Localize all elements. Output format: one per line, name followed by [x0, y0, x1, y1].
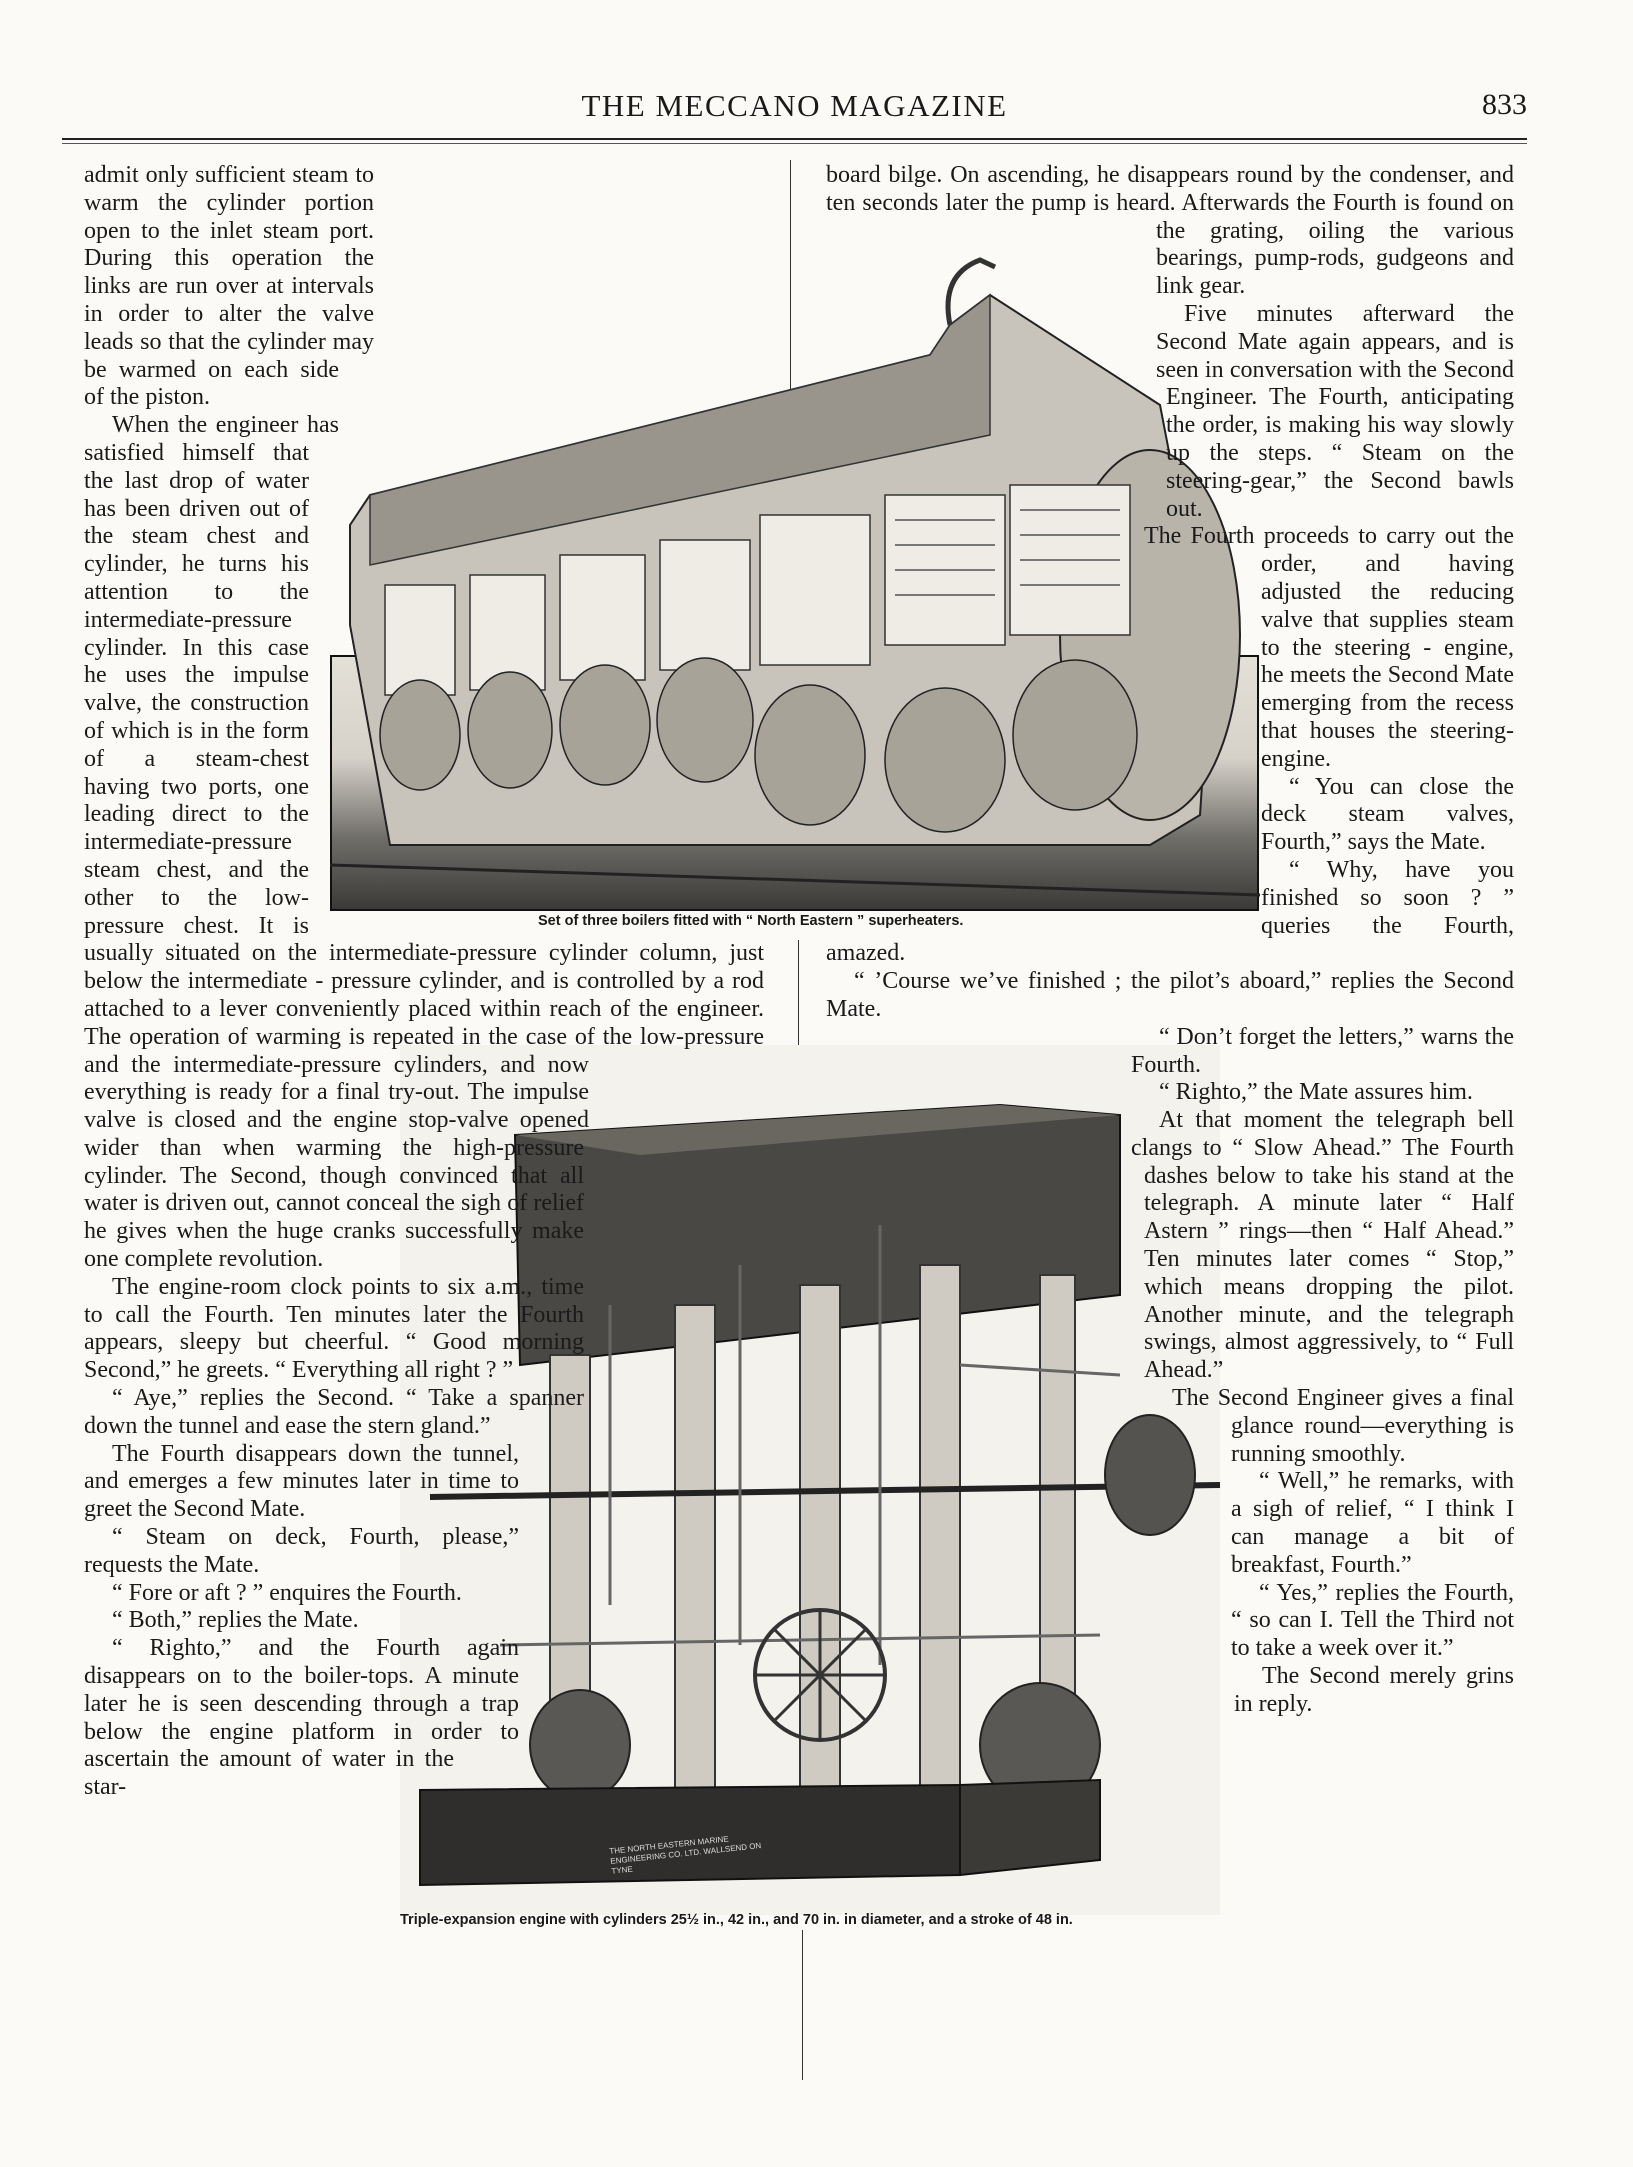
page-header	[62, 88, 1527, 128]
right-para-3: The Fourth proceeds to carry out the order, and having adjusted the reducing valve that supplies steam to the steering - engine, he meets the Second Mate emerging from the recess that houses the steering-engine.	[1144, 523, 1514, 772]
column-divider-bottom	[802, 1930, 803, 2080]
left-para-8: “ Both,” replies the Mate.	[112, 1607, 359, 1634]
right-para-11: “ Well,” he remarks, with a sigh of relief, “ I think I can manage a bit of breakfast, Fourth.”	[1231, 1468, 1514, 1578]
left-column	[84, 162, 764, 2082]
right-para-2: Five minutes afterward the Second Mate again appears, and is seen in conversation with the Second Engineer. The Fourth, anticipating the order, is making his way slowly up the steps. “ Steam on the steering-gear,” the Second bawls out.	[1156, 300, 1514, 522]
right-para-5: “ Why, have you finished so soon ? ” queries the Fourth, amazed.	[826, 856, 1514, 967]
right-para-1: board bilge. On ascending, he disappears round by the condenser, and ten seconds later the pump is heard. Afterwards the Fourth is found on the grating, oiling the various bearings, pump-rods, gudgeons and link gear.	[826, 162, 1514, 300]
left-para-2: When the engineer has satisfied himself that the last drop of water has been driven out of the steam chest and cylinder, he turns his attention to the intermediate-pressure cylinder. In this case he uses the impulse valve, the construction of which is in the form of a steam-chest having two ports, one leading direct to the intermediate-pressure steam chest, and the other to the low-pressure chest. It is usually situated on the intermediate-pressure cylinder column, just below the intermediate - pressure cylinder, and is controlled by a rod attached to a lever conveniently placed within reach of the engineer. The operation of warming is repeated in the case of the low-pressure and the intermediate-pressure cylinders, and now everything is ready for a final try-out. The impulse valve is closed and the engine stop-valve opened wider than when warming the high-pressure cylinder. The Second, though convinced that all water is driven out, cannot conceal the sigh of relief he gives when the huge cranks successfully make one complete revolution.	[84, 412, 764, 1273]
left-para-5: The Fourth disappears down the tunnel, and emerges a few minutes later in time to greet the Second Mate.	[84, 1440, 519, 1523]
magazine-title: THE MECCANO MAGAZINE	[581, 88, 1008, 123]
header-rule-thin	[62, 143, 1527, 144]
column-divider-middle	[798, 940, 799, 1050]
right-para-12: “ Yes,” replies the Fourth, “ so can I. Tell the Third not to take a week over it.”	[1231, 1579, 1514, 1662]
right-para-4: “ You can close the deck steam valves, Fourth,” says the Mate.	[1261, 773, 1514, 856]
left-para-6: “ Steam on deck, Fourth, please,” requests the Mate.	[84, 1524, 519, 1578]
left-para-7: “ Fore or aft ? ” enquires the Fourth.	[112, 1579, 462, 1606]
left-para-1: admit only sufficient steam to warm the cylinder portion open to the inlet steam port. During this operation the links are run over at intervals in order to alter the valve leads so that the cylinder may be warmed on each side of the piston.	[84, 162, 374, 411]
left-para-4: “ Aye,” replies the Second. “ Take a spanner down the tunnel and ease the stern gland.”	[84, 1385, 584, 1439]
engine-nameplate: THE NORTH EASTERN MARINE ENGINEERING CO. LTD. WALLSEND ON TYNE	[608, 1834, 762, 1876]
right-para-7: “ Don’t forget the letters,” warns the Fourth.	[1131, 1023, 1514, 1078]
right-column	[826, 162, 1514, 2082]
right-para-8: “ Righto,” the Mate assures him.	[1159, 1079, 1473, 1106]
right-para-10: The Second Engineer gives a final glance round—everything is running smoothly.	[1172, 1385, 1514, 1467]
right-para-6: “ ’Course we’ve finished ; the pilot’s aboard,” replies the Second Mate.	[826, 968, 1514, 1022]
boilers-caption: Set of three boilers fitted with “ North Eastern ” superheaters.	[538, 913, 964, 929]
left-para-9: “ Righto,” and the Fourth again disappears on to the boiler-tops. A minute later he is seen descending through a trap below the engine platform in order to ascertain the amount of water in the star-	[84, 1635, 519, 1801]
right-para-13: The Second merely grins in reply.	[1234, 1663, 1514, 1717]
left-para-3: The engine-room clock points to six a.m., time to call the Fourth. Ten minutes later the Fourth appears, sleepy but cheerful. “ Good morning Second,” he greets. “ Everything all right ? ”	[84, 1273, 584, 1384]
right-para-9: At that moment the telegraph bell clangs to “ Slow Ahead.” The Fourth dashes below to take his stand at the telegraph. A minute later “ Half Astern ” rings—then “ Half Ahead.” Ten minutes later comes “ Stop,” which means dropping the pilot. Another minute, and the telegraph swings, almost aggressively, to “ Full Ahead.”	[1131, 1107, 1514, 1384]
page-number: 833	[1482, 88, 1527, 121]
header-rule	[62, 138, 1527, 140]
engine-caption: Triple-expansion engine with cylinders 25½ in., 42 in., and 70 in. in diameter, and a stroke of 48 in.	[400, 1912, 1073, 1928]
